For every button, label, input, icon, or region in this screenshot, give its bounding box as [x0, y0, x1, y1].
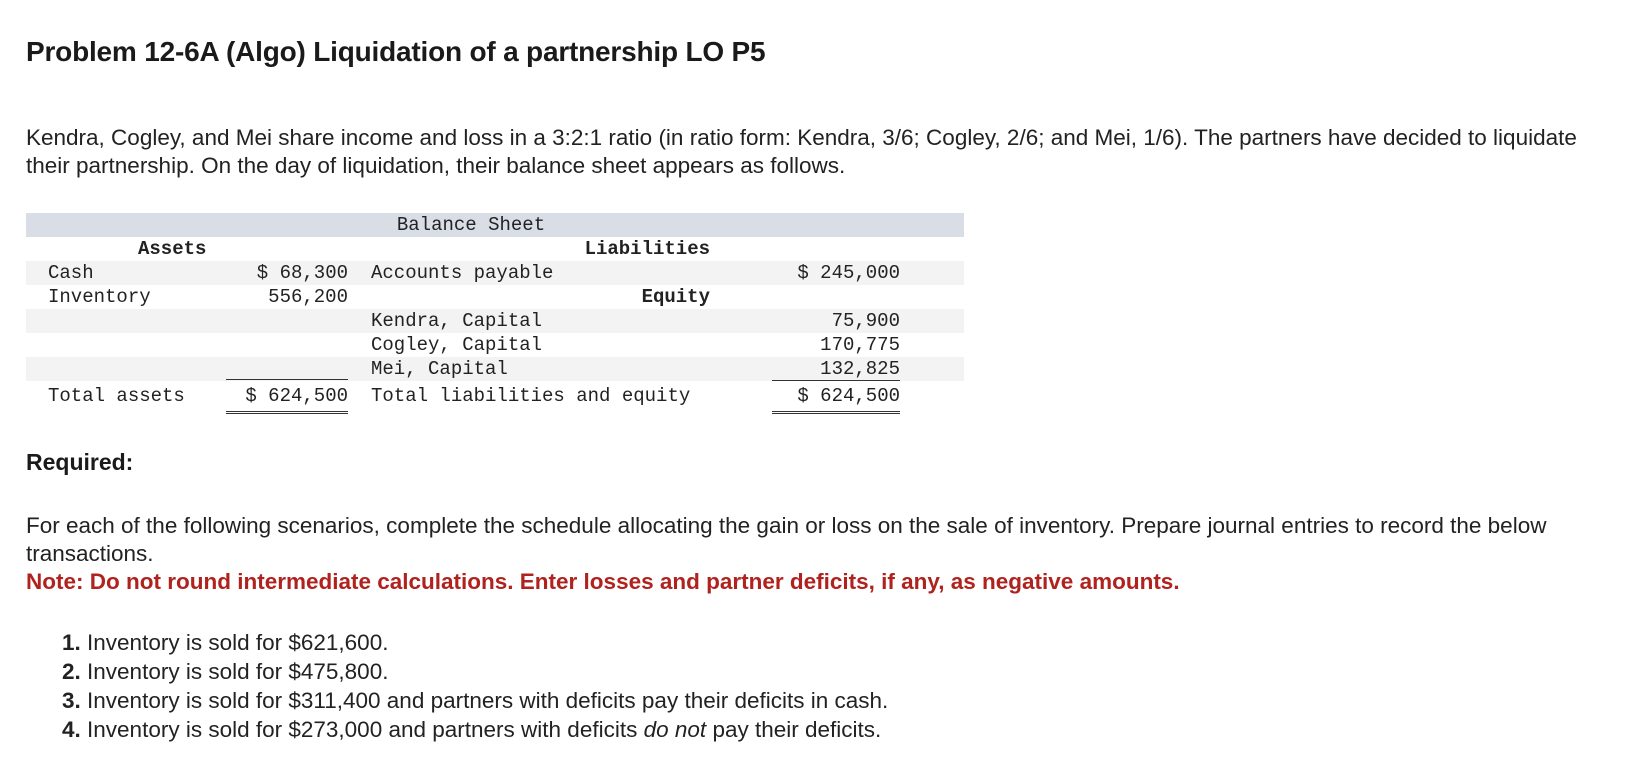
mei-capital-value: 132,825	[772, 357, 900, 381]
kendra-capital-value: 75,900	[831, 310, 900, 332]
total-liabilities-equity-value: $ 624,500	[772, 381, 900, 414]
cogley-capital-label: Cogley, Capital	[371, 334, 543, 356]
balance-sheet-table	[26, 213, 964, 413]
section-header-row	[26, 237, 964, 261]
assets-subtotal-rule	[226, 357, 348, 380]
intro-paragraph: Kendra, Cogley, and Mei share income and loss in a 3:2:1 ratio (in ratio form: Kendra, 3/6; Cogley, 2/6; and Mei, 1/6). The partners have decided to liquidate their partnership. On the day of liquidation, their balance sheet appears as follows.	[26, 125, 1577, 178]
scenario-item	[62, 686, 888, 715]
scenario-number: 1.	[62, 630, 81, 655]
accounts-payable-value: $ 245,000	[797, 262, 900, 284]
kendra-capital-label: Kendra, Capital	[371, 310, 543, 332]
cash-row	[26, 261, 964, 285]
equity-header: Equity	[641, 286, 710, 308]
note-text: Note: Do not round intermediate calculations. Enter losses and partner deficits, if any, as negative amounts.	[26, 569, 1180, 594]
cogley-capital-value: 170,775	[820, 334, 900, 356]
inventory-value: 556,200	[268, 286, 348, 308]
cash-value: $ 68,300	[256, 262, 348, 284]
instruction-paragraph: For each of the following scenarios, complete the schedule allocating the gain or loss on the sale of inventory. Prepare journal entries to record the below transactions.	[26, 513, 1547, 566]
assets-header: Assets	[138, 238, 207, 260]
scenario-number: 2.	[62, 659, 81, 684]
page-title: Problem 12-6A (Algo) Liquidation of a partnership LO P5	[26, 36, 766, 67]
inventory-label: Inventory	[48, 286, 151, 308]
cash-label: Cash	[48, 262, 94, 284]
scenario-text-end: pay their deficits.	[712, 717, 882, 742]
scenario-item	[62, 657, 888, 686]
balance-sheet-header-row	[26, 213, 964, 237]
scenario-text: Inventory is sold for $273,000 and partners with deficits	[87, 717, 638, 742]
scenario-number: 3.	[62, 688, 81, 713]
scenario-item	[62, 715, 888, 744]
scenario-text: Inventory is sold for $311,400 and partners with deficits pay their deficits in cash.	[87, 688, 889, 713]
required-heading: Required:	[26, 449, 134, 475]
scenario-item	[62, 628, 888, 657]
mei-capital-label: Mei, Capital	[371, 358, 508, 380]
scenario-list	[62, 628, 888, 744]
scenario-text: Inventory is sold for $475,800.	[87, 659, 389, 684]
scenario-number: 4.	[62, 717, 81, 742]
scenario-emphasis: do not	[643, 717, 707, 742]
total-liabilities-equity-label: Total liabilities and equity	[371, 385, 691, 407]
total-assets-label: Total assets	[48, 385, 185, 407]
total-assets-value: $ 624,500	[226, 381, 348, 414]
totals-row	[26, 381, 964, 413]
mei-capital-row	[26, 357, 964, 381]
liabilities-header: Liabilities	[584, 238, 710, 260]
inventory-row	[26, 285, 964, 309]
accounts-payable-label: Accounts payable	[371, 262, 554, 284]
scenario-text: Inventory is sold for $621,600.	[87, 630, 389, 655]
cogley-capital-row	[26, 333, 964, 357]
kendra-capital-row	[26, 309, 964, 333]
balance-sheet-title: Balance Sheet	[396, 214, 546, 236]
